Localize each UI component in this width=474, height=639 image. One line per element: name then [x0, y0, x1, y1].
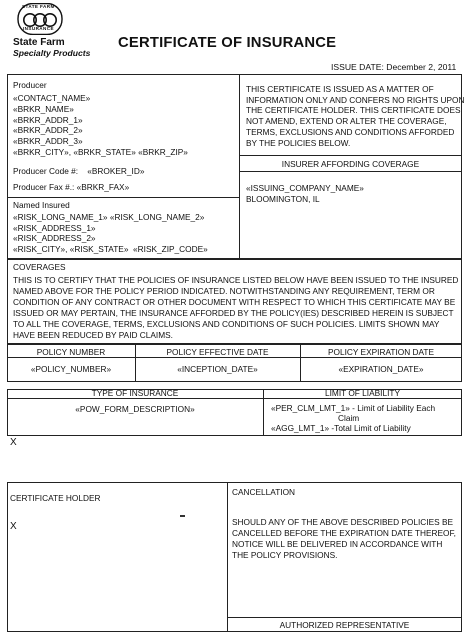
- expiration-date-header: POLICY EXPIRATION DATE: [327, 347, 435, 357]
- coverages-line: HAVE BEEN REDUCED BY PAID CLAIMS.: [13, 330, 173, 340]
- cancellation-line: CANCELLED BEFORE THE EXPIRATION DATE THEREOF,: [232, 528, 456, 538]
- notice-line: NOT AMEND, EXTEND OR ALTER THE COVERAGE,: [246, 116, 447, 126]
- limit-line: Claim: [338, 413, 360, 423]
- producer-divider: [7, 197, 239, 198]
- certificate-holder-label: CERTIFICATE HOLDER: [10, 493, 101, 503]
- notice-line: THIS CERTIFICATE IS ISSUED AS A MATTER OF: [246, 84, 434, 94]
- insurer-name: «ISSUING_COMPANY_NAME»: [246, 183, 364, 193]
- type-of-insurance-header: TYPE OF INSURANCE: [91, 388, 179, 398]
- producer-line: «BRKR_CITY», «BRKR_STATE» «BRKR_ZIP»: [13, 147, 188, 157]
- x-mark: X: [10, 521, 17, 532]
- authorized-representative-label: AUTHORIZED REPRESENTATIVE: [279, 620, 410, 630]
- named-insured-line: «RISK_LONG_NAME_1» «RISK_LONG_NAME_2»: [13, 212, 205, 222]
- insurer-divider: [239, 171, 462, 172]
- logo-bottom-text: INSURANCE: [23, 26, 54, 31]
- named-insured-line: «RISK_CITY», «RISK_STATE» «RISK_ZIP_CODE»: [13, 244, 208, 254]
- named-insured-label: Named Insured: [13, 200, 70, 210]
- coverages-line: CONDITION OF ANY CONTRACT OR OTHER DOCUMENT WITH RESPECT TO WHICH THIS CERTIFICATE MAY BE: [13, 297, 456, 307]
- cancellation-label: CANCELLATION: [232, 487, 296, 497]
- signature-line: [227, 617, 462, 618]
- insurer-heading: INSURER AFFORDING COVERAGE: [281, 159, 420, 169]
- brand-subtitle: Specialty Products: [13, 48, 91, 58]
- named-insured-line: «RISK_ADDRESS_1»: [13, 223, 96, 233]
- insurer-location: BLOOMINGTON, IL: [246, 194, 320, 204]
- page-title: CERTIFICATE OF INSURANCE: [118, 35, 337, 51]
- producer-label: Producer: [13, 80, 47, 90]
- logo-top-text: STATE FARM: [22, 4, 55, 9]
- producer-line: «BRKR_ADDR_1»: [13, 115, 83, 125]
- producer-line: «CONTACT_NAME»: [13, 93, 91, 103]
- holder-divider: [227, 482, 228, 632]
- named-insured-line: «RISK_ADDRESS_2»: [13, 233, 96, 243]
- notice-line: THE CERTIFICATE HOLDER. THIS CERTIFICATE DOES: [246, 105, 461, 115]
- brand-name: State Farm: [13, 37, 65, 48]
- producer-fax: Producer Fax #.: «BRKR_FAX»: [13, 182, 130, 192]
- coverages-heading: COVERAGES: [13, 262, 66, 272]
- scan-speck: [180, 515, 185, 517]
- policy-number-header: POLICY NUMBER: [36, 347, 106, 357]
- limit-of-liability-header: LIMIT OF LIABILITY: [324, 388, 400, 398]
- cancellation-line: SHOULD ANY OF THE ABOVE DESCRIBED POLICIES BE: [232, 517, 454, 527]
- cancellation-line: THE POLICY PROVISIONS.: [232, 550, 338, 560]
- notice-line: BY THE POLICIES BELOW.: [246, 138, 351, 148]
- type-of-insurance-value: «POW_FORM_DESCRIPTION»: [75, 404, 195, 414]
- limit-line: «AGG_LMT_1» -Total Limit of Liability: [271, 423, 411, 433]
- coverages-line: TO ALL THE COVERAGE, TERMS, EXCLUSIONS AND CONDITIONS OF SUCH POLICIES. LIMITS SHOWN MAY: [13, 319, 440, 329]
- cancellation-line: NOTICE WILL BE DELIVERED IN ACCORDANCE WITH: [232, 539, 443, 549]
- notice-line: TERMS, EXCLUSIONS AND CONDITIONS AFFORDED: [246, 127, 455, 137]
- effective-date-header: POLICY EFFECTIVE DATE: [166, 347, 269, 357]
- coverages-line: ISSUED OR MAY PERTAIN, THE INSURANCE AFFORDED BY THE POLICY(IES) DESCRIBED HEREIN IS SUBJECT: [13, 308, 454, 318]
- issue-date: ISSUE DATE: December 2, 2011: [331, 62, 457, 72]
- x-mark: X: [10, 437, 17, 448]
- producer-line: «BRKR_ADDR_2»: [13, 125, 83, 135]
- effective-date-value: «INCEPTION_DATE»: [177, 364, 258, 374]
- limit-line: «PER_CLM_LMT_1» - Limit of Liability Each: [271, 403, 436, 413]
- coverages-line: THIS IS TO CERTIFY THAT THE POLICIES OF INSURANCE LISTED BELOW HAVE BEEN ISSUED TO THE INSURED: [13, 275, 459, 285]
- policy-number-value: «POLICY_NUMBER»: [30, 364, 112, 374]
- notice-line: INFORMATION ONLY AND CONFERS NO RIGHTS UPON: [246, 95, 465, 105]
- producer-code: Producer Code #: «BROKER_ID»: [13, 166, 145, 176]
- expiration-date-value: «EXPIRATION_DATE»: [338, 364, 424, 374]
- notice-divider: [239, 155, 462, 156]
- coverages-line: NAMED ABOVE FOR THE POLICY PERIOD INDICATED. NOTWITHSTANDING ANY REQUIREMENT, TERM OR: [13, 286, 435, 296]
- producer-line: «BRKR_ADDR_3»: [13, 136, 83, 146]
- producer-line: «BRKR_NAME»: [13, 104, 74, 114]
